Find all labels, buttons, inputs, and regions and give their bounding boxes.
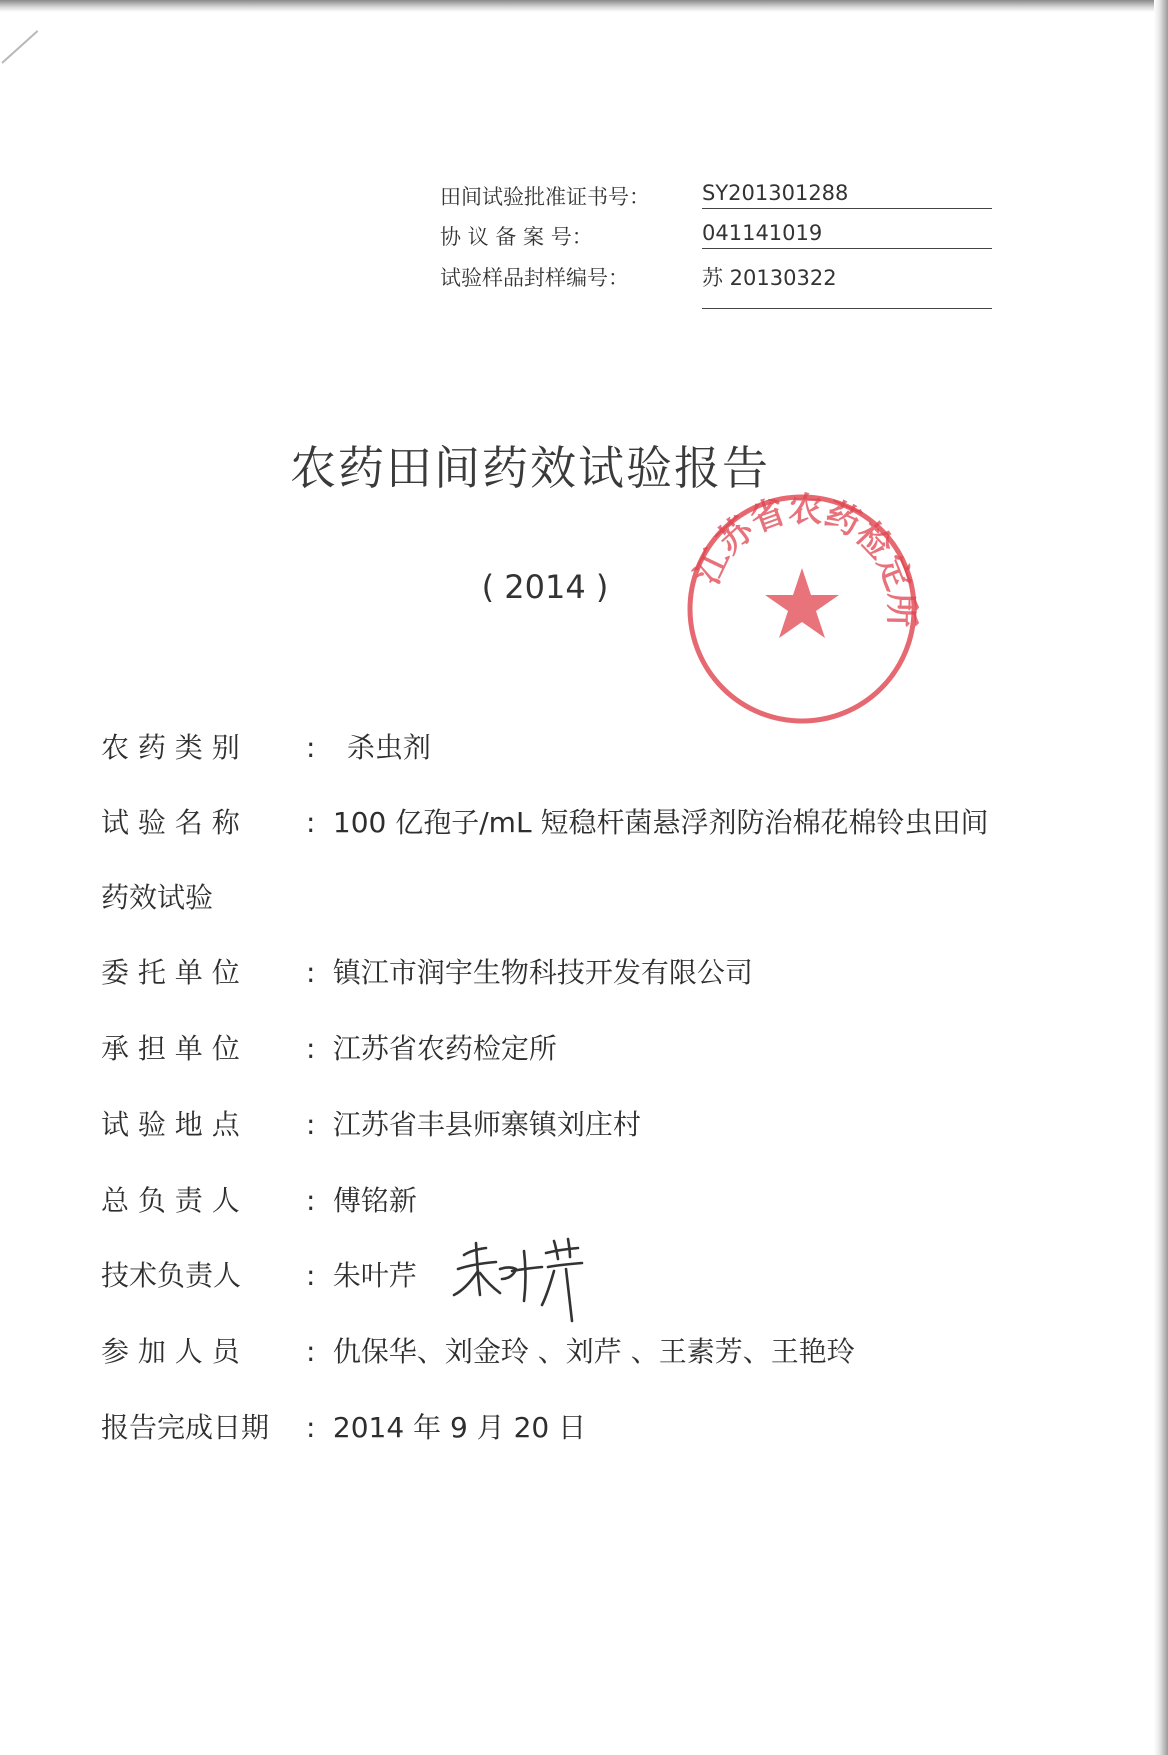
field-client-value: 镇江市润宇生物科技开发有限公司 [332,956,753,989]
field-report-date-label: 报告完成日期 [101,1411,270,1444]
agreement-record-value: 041141019 [702,221,992,249]
field-category-value: 杀虫剂 [346,731,431,764]
report-title: 农药田间药效试验报告 [290,441,770,495]
approval-certificate-value: SY201301288 [702,181,992,209]
colon: : [306,1335,316,1368]
field-test-name-value: 100 亿孢子/mL 短稳杆菌悬浮剂防治棉花棉铃虫田间 [332,806,989,839]
field-category-label: 农 药 类 别 [101,731,240,764]
field-test-name-label: 试 验 名 称 [101,806,240,839]
field-chief [101,1179,417,1219]
colon: : [306,956,316,989]
field-participants-label: 参 加 人 员 [101,1335,240,1368]
field-chief-label: 总 负 责 人 [101,1184,240,1217]
field-test-name-cont [101,876,213,916]
field-location-label: 试 验 地 点 [101,1108,240,1141]
field-location-value: 江苏省丰县师寨镇刘庄村 [332,1108,641,1141]
field-undertaker [101,1027,557,1067]
scan-edge-right [1154,0,1168,1755]
field-location [101,1103,641,1143]
field-participants-value: 仇保华、刘金玲 、刘芹 、王素芳、王艳玲 [332,1335,855,1368]
sample-seal-value: 苏 20130322 [702,262,992,309]
approval-certificate-label: 田间试验批准证书号： [440,185,650,209]
colon: : [306,1259,316,1292]
report-year: ( 2014 ) [481,568,609,606]
field-client [101,951,753,991]
field-participants [101,1330,855,1370]
official-stamp [683,490,921,728]
field-test-name-value-line2: 药效试验 [101,881,214,914]
field-test-name [101,801,988,841]
field-tech-lead [101,1254,417,1294]
field-chief-value: 傅铭新 [332,1184,417,1217]
field-undertaker-value: 江苏省农药检定所 [332,1032,557,1065]
field-tech-lead-value: 朱叶芹 [332,1259,417,1292]
stamp-text: 江苏省农药检定所 [687,490,921,628]
colon: : [306,806,316,839]
stamp-star-icon [765,568,839,638]
field-report-date-value: 2014 年 9 月 20 日 [332,1411,587,1444]
colon: : [306,1032,316,1065]
scan-artifact [1,30,38,64]
handwritten-signature [450,1235,600,1325]
field-report-date [101,1406,586,1446]
colon: : [306,1108,316,1141]
colon: : [306,731,316,764]
agreement-record-label: 协 议 备 案 号： [440,225,593,249]
field-undertaker-label: 承 担 单 位 [101,1032,240,1065]
field-category [101,726,431,766]
colon: : [306,1411,316,1444]
scan-edge-top [0,0,1168,12]
field-client-label: 委 托 单 位 [101,956,240,989]
colon: : [306,1184,316,1217]
field-tech-lead-label: 技术负责人 [101,1259,242,1292]
sample-seal-label: 试验样品封样编号： [440,266,629,290]
